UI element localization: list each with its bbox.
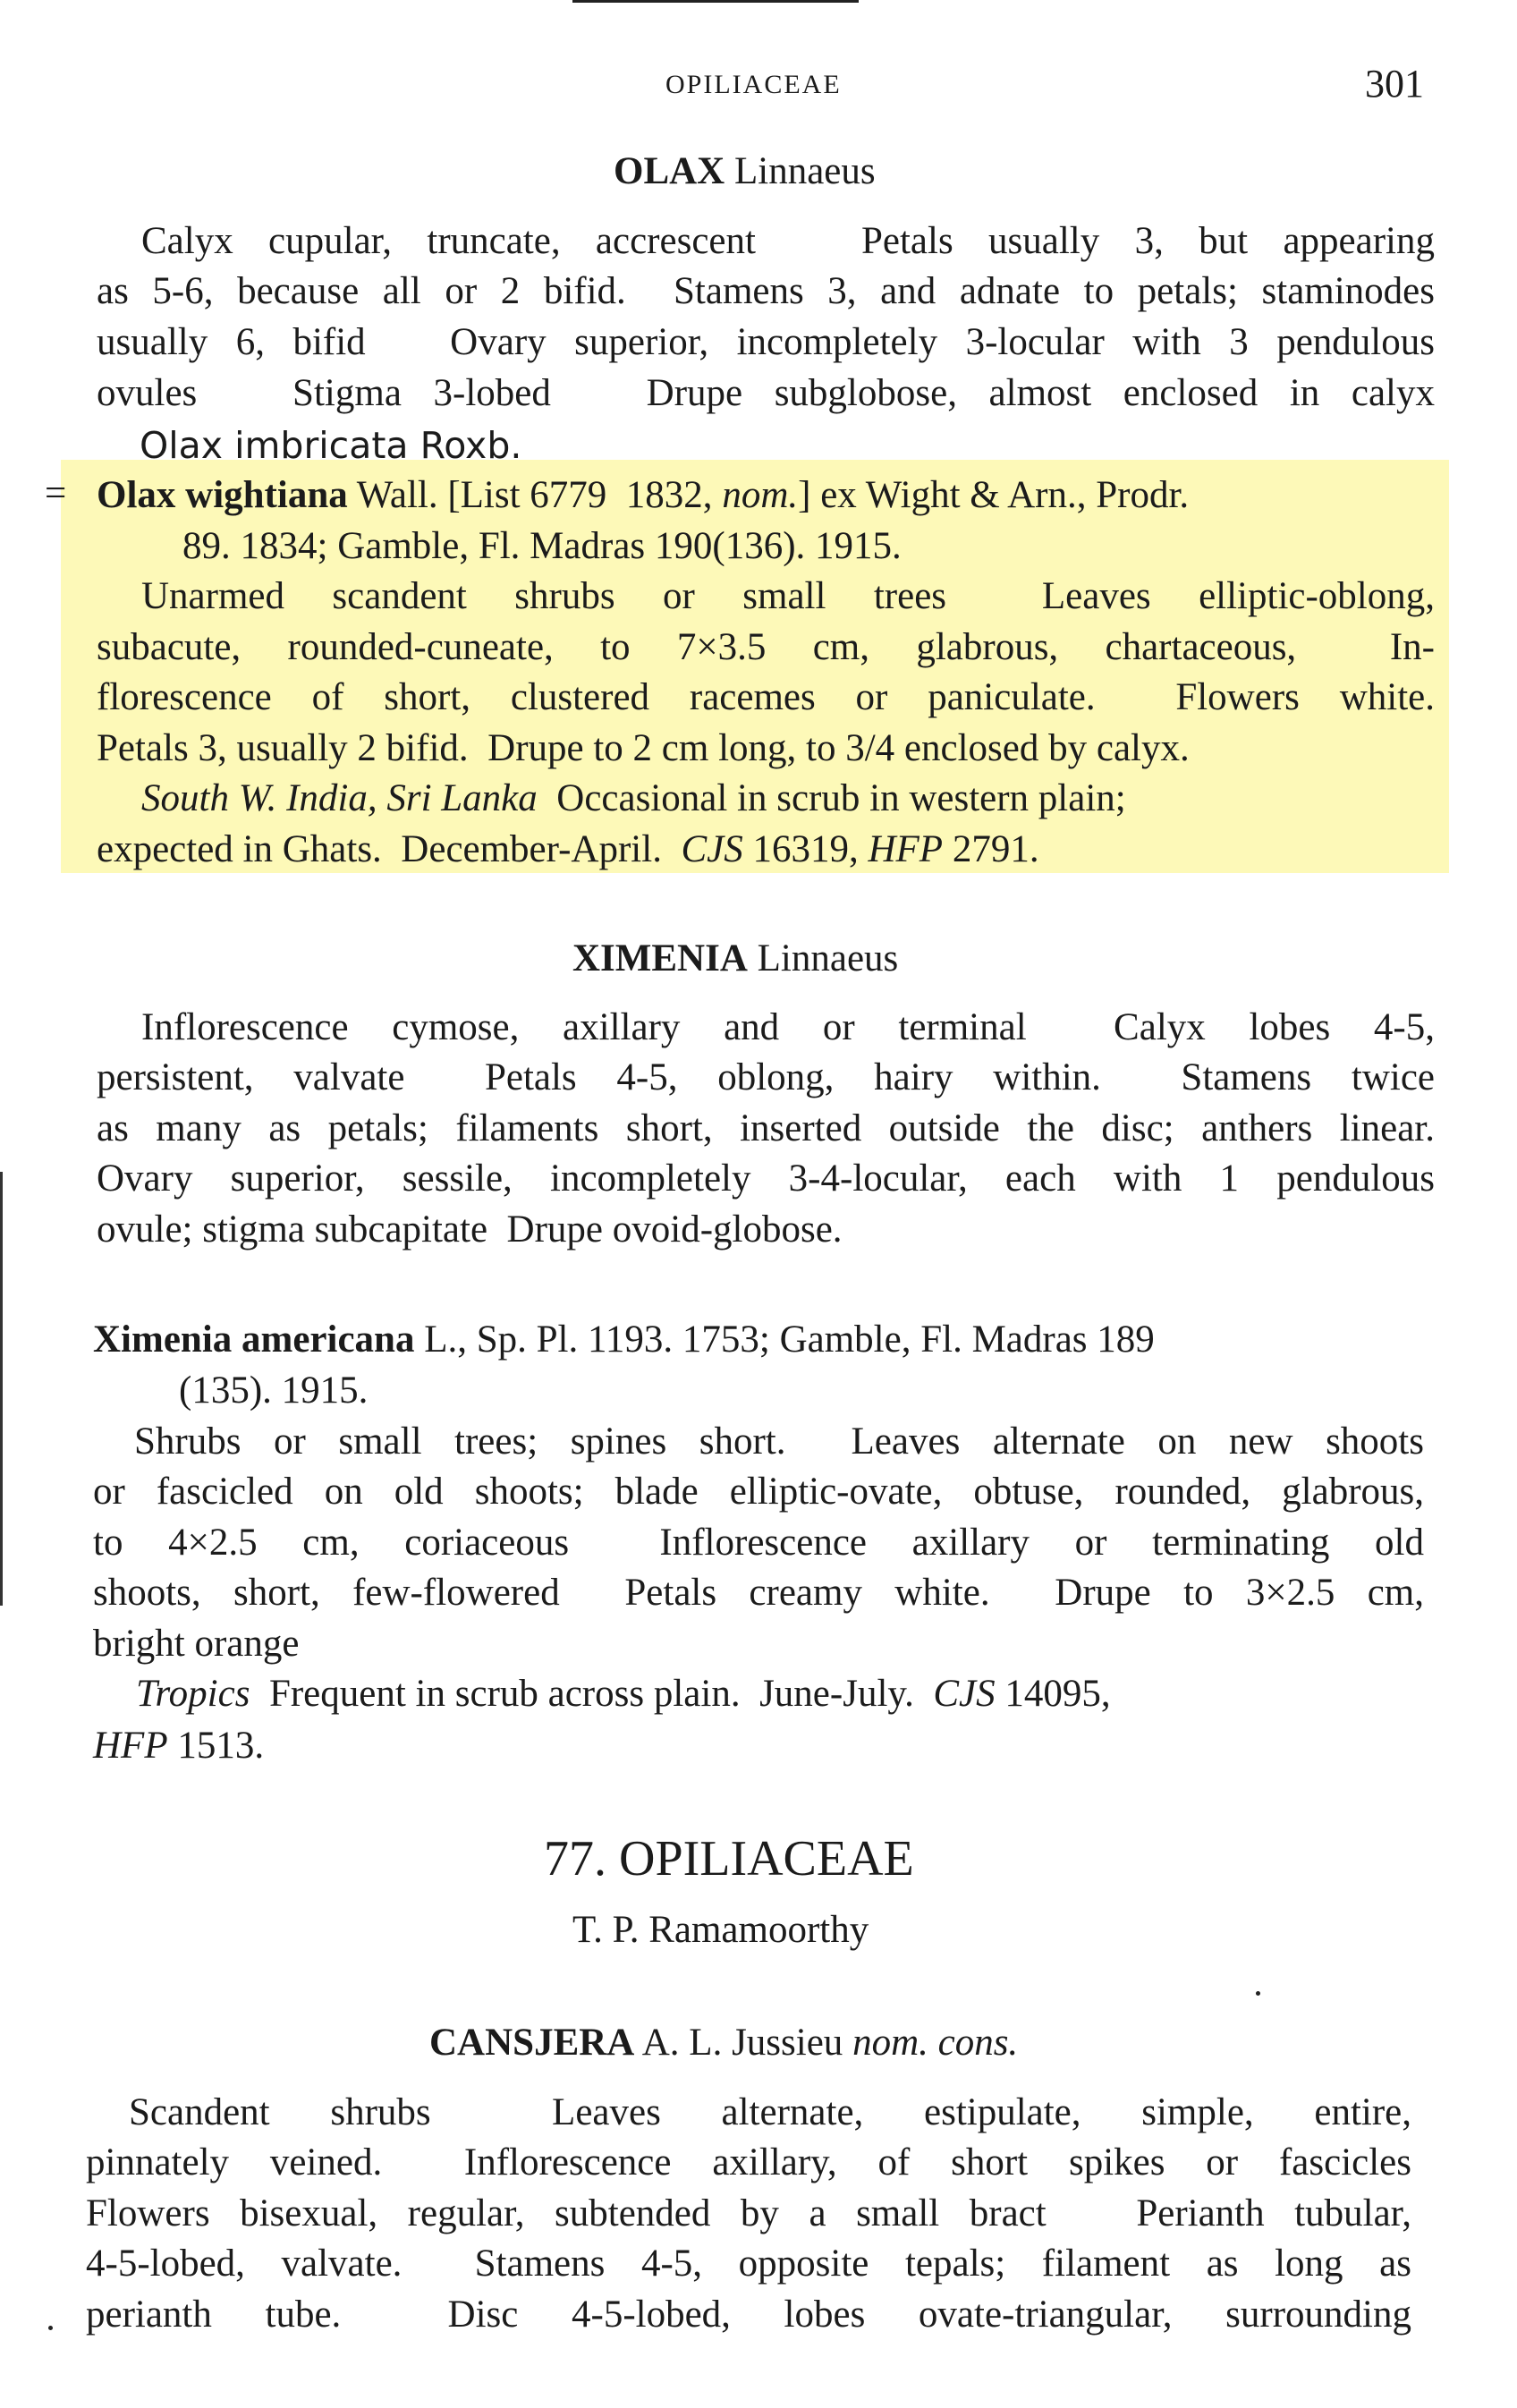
family-contributor: T. P. Ramamoorthy	[572, 1909, 869, 1951]
family-heading: 77. OPILIACEAE	[544, 1831, 914, 1887]
citation-text: L., Sp. Pl. 1193. 1753; Gamble, Fl. Madras 189	[414, 1318, 1155, 1361]
distribution-region: South W. India, Sri Lanka	[141, 777, 538, 819]
synonym-equals-mark: =	[45, 472, 67, 514]
description-line: persistent, valvate Petals 4-5, oblong, hairy within. Stamens twice	[97, 1056, 1435, 1098]
description-line: Calyx cupular, truncate, accrescent Petals usually 3, but appearing	[141, 220, 1435, 262]
species-name: Ximenia americana	[93, 1318, 415, 1361]
speck	[48, 2326, 53, 2330]
description-line: ovule; stigma subcapitate Drupe ovoid-globose.	[97, 1208, 843, 1251]
distribution-line	[136, 1675, 1111, 1713]
distribution-text: Frequent in scrub across plain. June-July.	[250, 1673, 934, 1715]
specimen-line	[93, 1726, 264, 1765]
citation-text: ] ex Wight & Arn., Prodr.	[798, 474, 1190, 516]
species-description-line: or fascicled on old shoots; blade elliptic-ovate, obtuse, rounded, glabrous,	[93, 1471, 1424, 1513]
distribution-line	[141, 779, 1126, 818]
description-line: perianth tube. Disc 4-5-lobed, lobes ovate-triangular, surrounding	[86, 2294, 1411, 2336]
genus-name: OLAX	[614, 150, 725, 192]
species-description-line: to 4×2.5 cm, coriaceous Inflorescence axillary or terminating old	[93, 1522, 1424, 1564]
description-line: usually 6, bifid Ovary superior, incompletely 3-locular with 3 pendulous	[97, 321, 1435, 363]
species-description-line: Shrubs or small trees; spines short. Leaves alternate on new shoots	[134, 1420, 1424, 1463]
top-rule	[572, 0, 859, 3]
specimen-number: 14095,	[995, 1673, 1111, 1715]
citation-continuation: (135). 1915.	[179, 1369, 369, 1412]
genus-author: Linnaeus	[725, 150, 876, 192]
species-name: Olax wightiana	[97, 474, 348, 516]
specimen-number: 2791.	[943, 828, 1039, 870]
specimen-number: 1513.	[167, 1725, 265, 1767]
genus-author: A. L. Jussieu	[634, 2022, 853, 2064]
description-line: ovules Stigma 3-lobed Drupe subglobose, almost enclosed in calyx	[97, 372, 1435, 414]
species-description-line: florescence of short, clustered racemes or paniculate. Flowers white.	[97, 676, 1435, 718]
description-line: pinnately veined. Inflorescence axillary, of short spikes or fascicles	[86, 2141, 1411, 2183]
genus-author: Linnaeus	[747, 937, 899, 979]
genus-heading-olax	[614, 152, 876, 191]
citation-nom: nom.	[722, 474, 799, 516]
species-entry-ximenia-americana	[93, 1320, 1155, 1359]
specimen-line	[97, 830, 1039, 869]
description-line: Inflorescence cymose, axillary and or terminal Calyx lobes 4-5,	[141, 1006, 1435, 1048]
distribution-region: Tropics	[136, 1673, 250, 1715]
genus-heading-ximenia	[572, 939, 898, 978]
description-line: Flowers bisexual, regular, subtended by a small bract Perianth tubular,	[86, 2192, 1411, 2234]
species-entry-olax-wightiana	[97, 476, 1189, 514]
specimen-label: CJS	[681, 828, 743, 870]
citation-text: Wall. [List 6779 1832,	[347, 474, 723, 516]
specimen-label: CJS	[933, 1673, 996, 1715]
distribution-text: Occasional in scrub in western plain;	[537, 777, 1126, 819]
description-line: Ovary superior, sessile, incompletely 3-4-locular, each with 1 pendulous	[97, 1157, 1435, 1200]
species-description-line: bright orange	[93, 1623, 300, 1665]
description-line: 4-5-lobed, valvate. Stamens 4-5, opposite tepals; filament as long as	[86, 2243, 1411, 2285]
phenology-text: expected in Ghats. December-April.	[97, 828, 682, 870]
genus-name: XIMENIA	[572, 937, 748, 979]
species-description-line: Petals 3, usually 2 bifid. Drupe to 2 cm long, to 3/4 enclosed by calyx.	[97, 727, 1190, 769]
left-margin-mark	[0, 1172, 3, 1606]
specimen-label: HFP	[868, 828, 944, 870]
species-description-line: subacute, rounded-cuneate, to 7×3.5 cm, glabrous, chartaceous, In-	[97, 626, 1435, 668]
genus-heading-cansjera	[429, 2023, 1018, 2062]
species-description-line: shoots, short, few-flowered Petals creamy white. Drupe to 3×2.5 cm,	[93, 1572, 1424, 1614]
annotation-label: Olax imbricata Roxb.	[140, 424, 522, 467]
citation-continuation: 89. 1834; Gamble, Fl. Madras 190(136). 1915.	[182, 525, 902, 567]
speck	[1256, 1991, 1260, 1996]
description-line: as many as petals; filaments short, inserted outside the disc; anthers linear.	[97, 1107, 1435, 1149]
specimen-label: HFP	[93, 1725, 168, 1767]
species-description-line: Unarmed scandent shrubs or small trees Leaves elliptic-oblong,	[141, 575, 1435, 617]
description-line: as 5-6, because all or 2 bifid. Stamens 3, and adnate to petals; staminodes	[97, 270, 1435, 312]
genus-name: CANSJERA	[429, 2022, 635, 2064]
specimen-number: 16319,	[742, 828, 869, 870]
nom-cons: nom. cons.	[852, 2022, 1019, 2064]
running-title: OPILIACEAE	[665, 70, 842, 99]
page-number: 301	[1365, 62, 1424, 106]
description-line: Scandent shrubs Leaves alternate, estipulate, simple, entire,	[129, 2091, 1411, 2133]
